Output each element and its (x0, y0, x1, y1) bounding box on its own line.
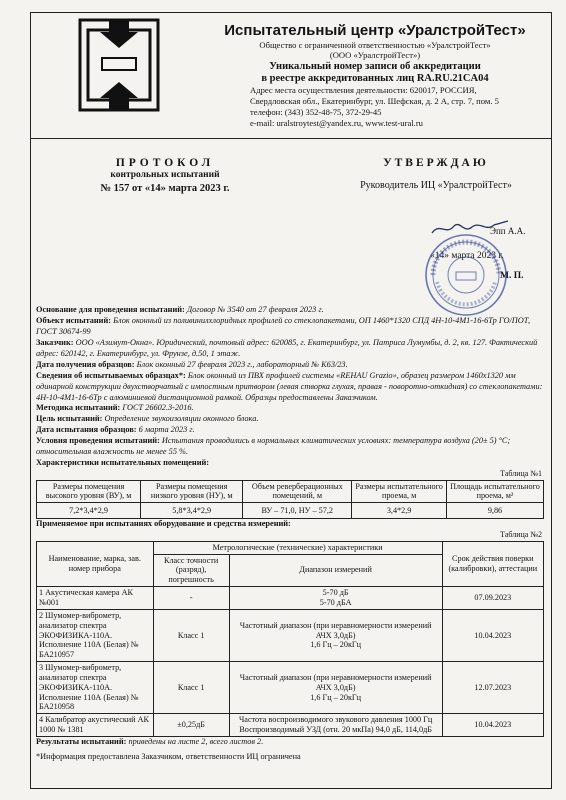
equipment-heading (36, 519, 544, 530)
address-line: Адрес места осуществления деятельности: 620017, РОССИЯ, (250, 84, 477, 95)
method-paragraph (36, 403, 544, 414)
results-text: приведены на листе 2, всего листов 2. (128, 736, 264, 746)
received-paragraph (36, 360, 544, 371)
table-header-cell: Метрологические (технические) характеристики (153, 541, 442, 554)
address-line: Свердловская обл., Екатеринбург, ул. Шефская, д. 2 А, стр. 7, пом. 5 (250, 95, 499, 106)
rooms-label: Характеристики испытательных помещений: (36, 458, 210, 468)
table-cell: Частота воспроизводимого звукового давления 1000 Гц Воспроизводимый УЗД (отн. 20 мкПа) 94,0 дБ, 114,0дБ (229, 714, 442, 737)
email-line: e-mail: uralstroytest@yandex.ru, www.test-ural.ru (250, 118, 423, 129)
table-cell: ±0,25дБ (153, 714, 229, 737)
table-header-cell: Класс точности (разряд), погрешность (153, 554, 229, 587)
table-header-row (37, 541, 544, 554)
table-header-row (37, 480, 544, 503)
seal-place-label: М. П. (500, 271, 524, 281)
object-text: Блок оконный из поливинилхлоридных профилей со стеклопакетами, ОП 1460*1320 СПД 4Н-10-4М1-16-6Тр ГО/ПОТ, ГОСТ 30674-99 (36, 315, 531, 336)
table-row (37, 503, 544, 519)
org-line: (ООО «УралстройТест») (329, 50, 421, 61)
samples-paragraph (36, 371, 544, 404)
table-cell: 2 Шумомер-виброметр, анализатор спектра ЭКОФИЗИКА-110А. Исполнение 110А (Белая) № БА210957 (37, 609, 154, 661)
table-row (37, 609, 544, 661)
equipment-table (36, 541, 544, 737)
table2-caption: Таблица №2 (500, 530, 542, 540)
table-row (37, 714, 544, 737)
table-cell: 4 Калибратор акустический АК 1000 № 1381 (37, 714, 154, 737)
basis-paragraph (36, 305, 544, 316)
approval-title: УТВЕРЖДАЮ (383, 157, 489, 169)
table-header-cell: Размеры испытательного проема, м (352, 480, 447, 503)
basis-label: Основание для проведения испытаний: (36, 305, 185, 314)
table-cell: 07.09.2023 (442, 587, 543, 610)
table-header-cell: Наименование, марка, зав. номер прибора (37, 541, 154, 586)
table1-caption: Таблица №1 (500, 469, 542, 479)
goal-paragraph (36, 414, 544, 425)
table-cell: 12.07.2023 (442, 662, 543, 714)
table-header-cell: Срок действия поверки (калибровки), аттестации (442, 541, 543, 586)
table-cell: 7,2*3,4*2,9 (37, 503, 141, 519)
header-divider (30, 138, 552, 139)
table-cell: Класс 1 (153, 609, 229, 661)
equipment-label: Применяемое при испытаниях оборудование и средства измерений: (36, 519, 291, 529)
conditions-text: Испытания проводились в нормальных климатических условиях: температура воздуха (20± 5) °С; относительная влажность не менее 55 %. (36, 436, 511, 457)
organization-header (210, 22, 540, 129)
table-cell: 3,4*2,9 (352, 503, 447, 519)
results-label: Результаты испытаний: (36, 736, 127, 746)
table-header-cell: Размеры помещения высокого уровня (ВУ), м (37, 480, 141, 503)
protocol-number: № 157 от «14» марта 2023 г. (100, 183, 230, 195)
table-cell: ВУ – 71,0, НУ – 57,2 (243, 503, 352, 519)
object-paragraph (36, 316, 544, 338)
table-row (37, 662, 544, 714)
accreditation-line: Уникальный номер записи об аккредитации (269, 60, 481, 72)
equipment-rows (37, 587, 544, 737)
samples-text: Блок оконный из ПВХ профилей системы «REHAU Grazio», образец размером 1460х1320 мм одинарной конструкции двухстворчатый с импостным притвором (левая створка глухая, правая - поворотно-откидная) со стеклопакетами: 4Н-10-4М1-16-6Тр с алюминиевой дистанционной рамкой. Образцы предоставлены Заказчиком. (36, 370, 543, 402)
method-label: Методика испытаний: (36, 403, 121, 413)
method-text: ГОСТ 26602.3-2016. (122, 403, 194, 413)
conditions-label: Условия проведения испытаний: (36, 436, 160, 446)
table-cell: 1 Акустическая камера АК №001 (37, 587, 154, 610)
table-header-cell: Площадь испытательного проема, м² (446, 480, 543, 503)
approval-block (330, 156, 542, 281)
accreditation-line: в реестре аккредитованных лиц RA.RU.21CA04 (261, 72, 489, 84)
received-text: Блок оконный 27 февраля 2023 г., лабораторный № К63/23. (136, 359, 348, 369)
org-line: Общество с ограниченной ответственностью «УралстройТест» (259, 40, 491, 50)
table-cell: Частотный диапазон (при неравномерности измерений АЧХ 3,0дБ) 1,6 Гц – 20кГц (229, 609, 442, 661)
table-cell: 3 Шумомер-виброметр, анализатор спектра ЭКОФИЗИКА-110А. Исполнение 110А (Белая) № БА210958 (37, 662, 154, 714)
table-cell: 9,86 (446, 503, 543, 519)
table-header-cell: Диапазон измерений (229, 554, 442, 587)
table-cell: - (153, 587, 229, 610)
table-cell: Частотный диапазон (при неравномерности измерений АЧХ 3,0дБ) 1,6 Гц – 20кГц (229, 662, 442, 714)
object-label: Объект испытаний: (36, 315, 111, 325)
samples-label: Сведения об испытываемых образцах*: (36, 370, 186, 380)
rooms-heading (36, 458, 544, 469)
approval-role: Руководитель ИЦ «УралстройТест» (360, 179, 512, 191)
results-paragraph (36, 737, 544, 748)
table-cell: 5-70 дБ 5-70 дБА (229, 587, 442, 610)
table-row (37, 587, 544, 610)
received-label: Дата получения образцов: (36, 359, 135, 369)
protocol-subtitle: контрольных испытаний (110, 170, 220, 181)
goal-label: Цель испытаний: (36, 414, 103, 424)
rooms-table (36, 480, 544, 520)
table-cell: Класс 1 (153, 662, 229, 714)
protocol-body (36, 305, 544, 763)
basis-text: Договор № 3540 от 27 февраля 2023 г. (186, 305, 324, 314)
customer-paragraph (36, 338, 544, 360)
customer-text: ООО «Азимут-Окна». Юридический, почтовый адрес: 620085, г. Екатеринбург, ул. Патриса Лумумбы, д. 2, кв. 127. Фактический адрес: 620142, г. Екатеринбург, ул. Фрунзе, д.50, 1 этаж. (36, 337, 538, 358)
phone-line: телефон: (343) 352-48-75, 372-29-45 (250, 107, 382, 118)
table-cell: 10.04.2023 (442, 609, 543, 661)
table-cell: 5,8*3,4*2,9 (141, 503, 243, 519)
protocol-title: ПРОТОКОЛ (115, 157, 215, 169)
test-date-paragraph (36, 425, 544, 436)
goal-text: Определение звукоизоляции оконного блока. (104, 414, 259, 424)
customer-label: Заказчик: (36, 337, 74, 347)
org-title: Испытательный центр «УралстройТест» (224, 22, 526, 39)
conditions-paragraph (36, 436, 544, 458)
table-header-cell: Объем реверберационных помещений, м (243, 480, 352, 503)
test-date-text: 6 марта 2023 г. (138, 425, 195, 435)
approver-name: Эпп А.А. (490, 226, 526, 236)
approval-date: «14» марта 2023 г. (430, 251, 504, 261)
table-header-cell: Размеры помещения низкого уровня (НУ), м (141, 480, 243, 503)
table-cell: 10.04.2023 (442, 714, 543, 737)
protocol-title-block (70, 156, 260, 195)
footnote: *Информация предоставлена Заказчиком, ответственности ИЦ ограничена (36, 751, 301, 761)
test-date-label: Дата испытания образцов: (36, 425, 137, 435)
company-logo-icon (78, 18, 160, 112)
